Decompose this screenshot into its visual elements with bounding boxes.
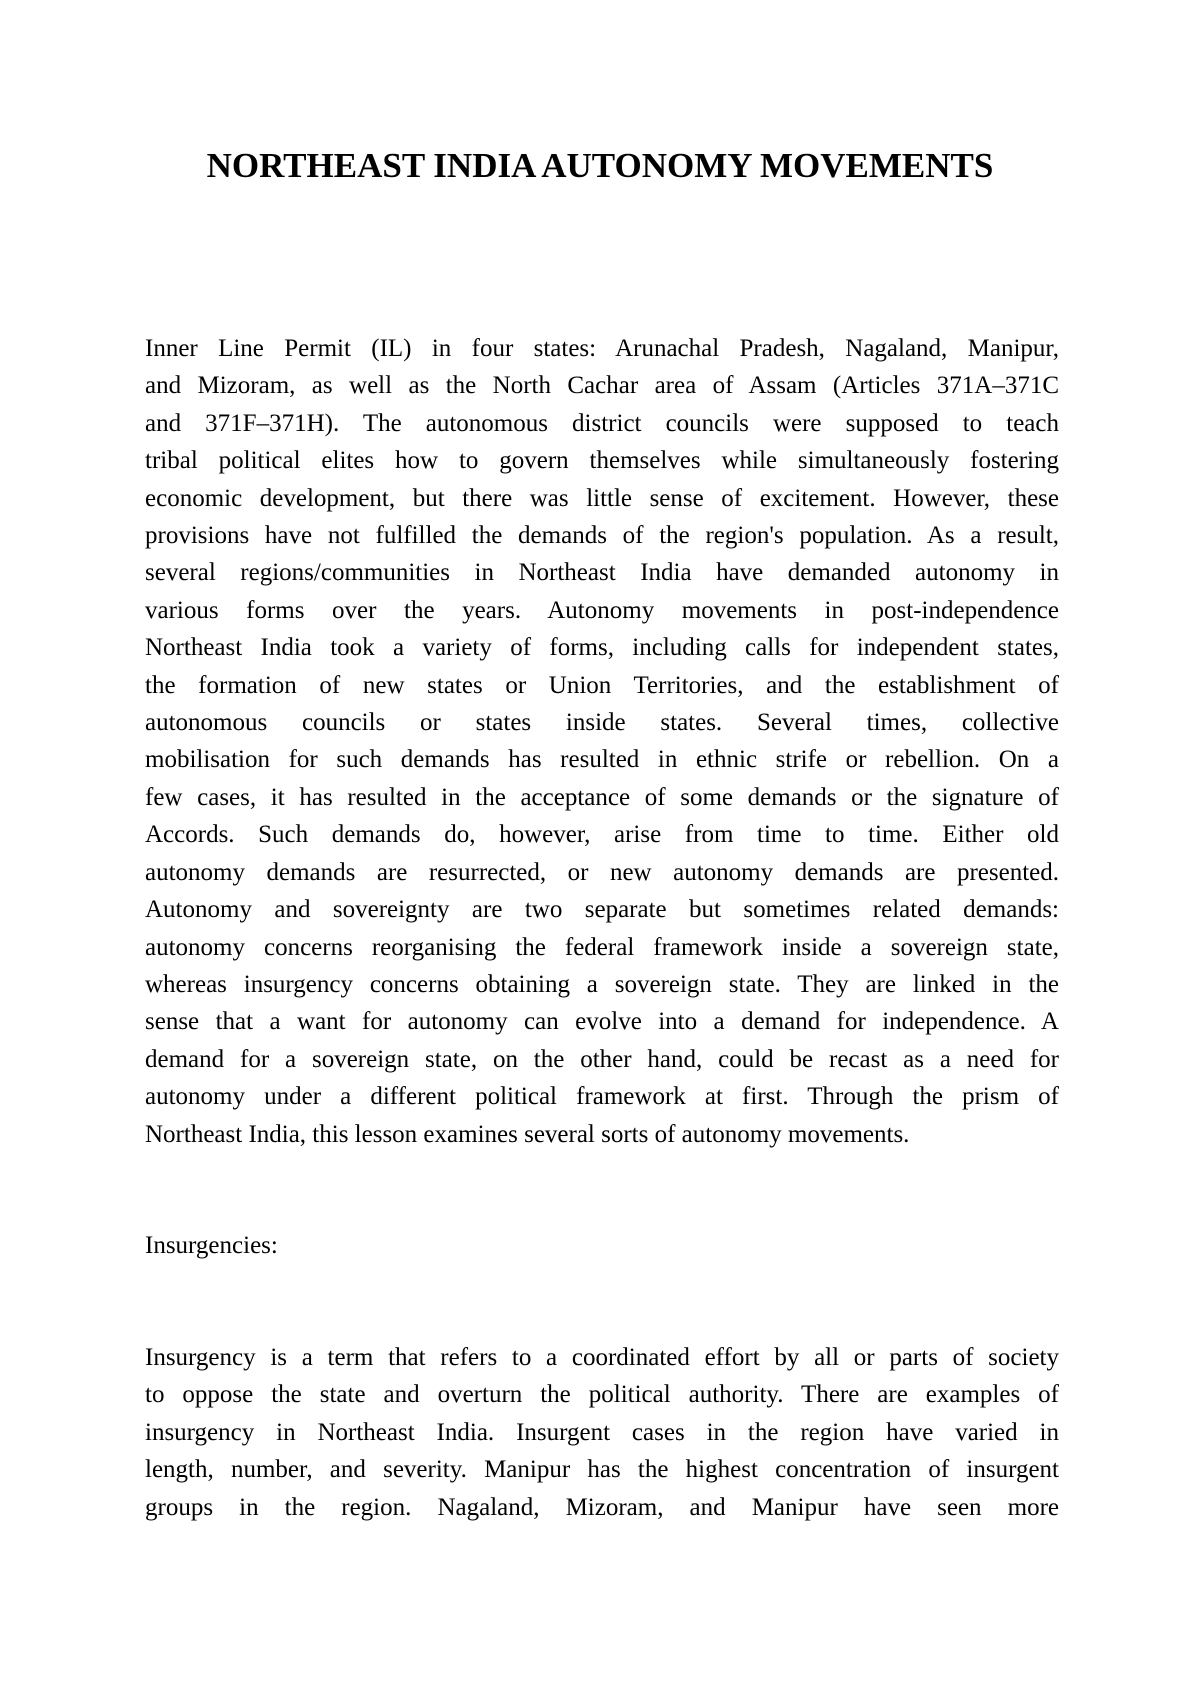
text-line: autonomous councils or states inside states. Several times, collective [145, 709, 1059, 737]
text-line: to oppose the state and overturn the political authority. There are examples of [145, 1381, 1059, 1409]
text-line: autonomy under a different political framework at first. Through the prism of [145, 1083, 1059, 1111]
text-line: few cases, it has resulted in the acceptance of some demands or the signature of [145, 783, 1059, 811]
text-line: and Mizoram, as well as the North Cachar area of Assam (Articles 371A–371C [145, 372, 1059, 400]
text-line: mobilisation for such demands has resulted in ethnic strife or rebellion. On a [145, 746, 1059, 774]
text-line: Insurgency is a term that refers to a coordinated effort by all or parts of society [145, 1344, 1059, 1371]
document-title: NORTHEAST INDIA AUTONOMY MOVEMENTS [206, 146, 994, 185]
text-line: the formation of new states or Union Territories, and the establishment of [145, 671, 1059, 699]
text-line: Northeast India took a variety of forms, including calls for independent states, [145, 634, 1059, 662]
section-heading-insurgencies: Insurgencies: [145, 1232, 278, 1259]
text-line: insurgency in Northeast India. Insurgent cases in the region have varied in [145, 1418, 1059, 1446]
text-line: length, number, and severity. Manipur has the highest concentration of insurgent [145, 1456, 1059, 1484]
text-line: autonomy demands are resurrected, or new autonomy demands are presented. [145, 858, 1059, 886]
text-line: tribal political elites how to govern themselves while simultaneously fostering [145, 447, 1059, 475]
text-line: Northeast India, this lesson examines several sorts of autonomy movements. [145, 1120, 910, 1148]
text-line: provisions have not fulfilled the demands of the region's population. As a result, [145, 522, 1059, 550]
paragraph-intro [145, 330, 1059, 1153]
text-line: groups in the region. Nagaland, Mizoram, and Manipur have seen more [145, 1493, 1059, 1521]
text-line: Inner Line Permit (IL) in four states: Arunachal Pradesh, Nagaland, Manipur, [145, 335, 1059, 362]
text-line: and 371F–371H). The autonomous district councils were supposed to teach [145, 409, 1059, 437]
text-line: various forms over the years. Autonomy movements in post-independence [145, 596, 1059, 624]
text-line: sense that a want for autonomy can evolve into a demand for independence. A [145, 1008, 1059, 1036]
text-line: Autonomy and sovereignty are two separate but sometimes related demands: [145, 896, 1059, 924]
text-line: autonomy concerns reorganising the federal framework inside a sovereign state, [145, 933, 1059, 961]
text-line: whereas insurgency concerns obtaining a sovereign state. They are linked in the [145, 970, 1059, 998]
text-line: economic development, but there was little sense of excitement. However, these [145, 484, 1059, 512]
text-line: several regions/communities in Northeast India have demanded autonomy in [145, 559, 1059, 587]
text-line: demand for a sovereign state, on the other hand, could be recast as a need for [145, 1045, 1059, 1073]
paragraph-insurgencies [145, 1339, 1059, 1526]
text-line: Accords. Such demands do, however, arise from time to time. Either old [145, 821, 1059, 849]
